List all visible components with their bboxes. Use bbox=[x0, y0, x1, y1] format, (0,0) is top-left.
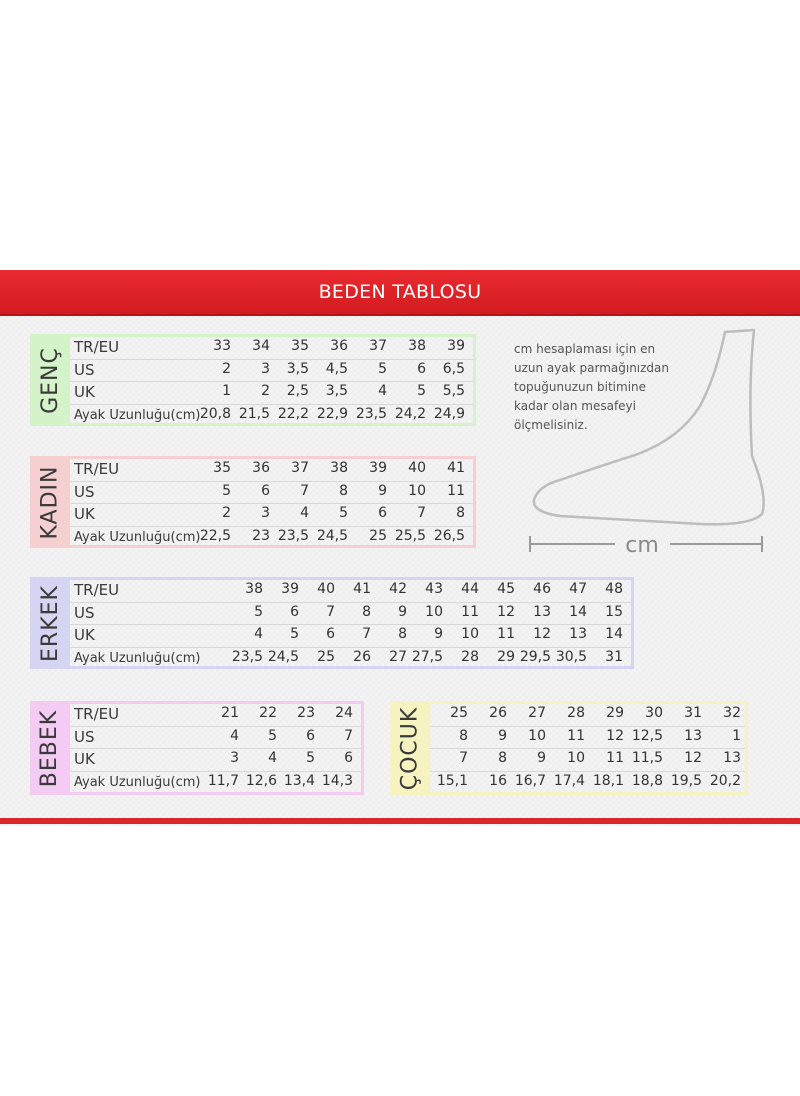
size-cell: 43 bbox=[425, 581, 443, 597]
size-values bbox=[192, 528, 465, 544]
size-values bbox=[429, 705, 741, 721]
size-cell: 44 bbox=[461, 581, 479, 597]
size-cell: 4,5 bbox=[325, 360, 348, 377]
size-cell: 12 bbox=[533, 626, 551, 642]
row-label-uk: UK bbox=[74, 626, 95, 644]
size-cell: 25,5 bbox=[394, 527, 426, 544]
row-label-uk: UK bbox=[74, 750, 95, 768]
group-kadin-table bbox=[70, 456, 476, 548]
size-cell: 13 bbox=[569, 626, 587, 642]
size-cell: 9 bbox=[537, 750, 546, 766]
size-cell: 37 bbox=[291, 460, 309, 476]
size-cell: 6 bbox=[261, 482, 270, 499]
table-row-uk bbox=[70, 504, 473, 527]
group-bebek-label-box bbox=[30, 701, 70, 795]
size-cell: 24,2 bbox=[394, 405, 426, 422]
group-cocuk-table bbox=[430, 701, 748, 795]
size-cell: 22,9 bbox=[316, 405, 348, 422]
group-erkek-label: ERKEK bbox=[37, 584, 63, 662]
table-row-cm bbox=[70, 405, 473, 427]
size-cell: 27 bbox=[528, 705, 546, 721]
table-row-tr-eu bbox=[430, 704, 745, 727]
note-line: ölçmelisiniz. bbox=[514, 418, 588, 432]
size-values bbox=[192, 460, 465, 476]
group-erkek bbox=[30, 577, 634, 669]
page-title: BEDEN TABLOSU bbox=[318, 281, 482, 303]
size-cell: 2 bbox=[222, 360, 231, 377]
size-cell: 14 bbox=[605, 626, 623, 642]
size-cell: 27 bbox=[389, 648, 407, 665]
title-banner bbox=[0, 270, 800, 316]
size-cell: 11 bbox=[461, 603, 479, 620]
size-values bbox=[227, 581, 623, 597]
size-values bbox=[201, 728, 353, 744]
table-row-tr-eu bbox=[70, 459, 473, 482]
size-cell: 5 bbox=[339, 505, 348, 521]
size-cell: 16,7 bbox=[514, 772, 546, 789]
size-cell: 8 bbox=[339, 482, 348, 499]
size-cell: 28 bbox=[567, 705, 585, 721]
size-cell: 6 bbox=[378, 505, 387, 521]
size-cell: 5,5 bbox=[442, 383, 465, 399]
size-values bbox=[429, 728, 741, 744]
size-cell: 6 bbox=[290, 603, 299, 620]
row-label-tr-eu: TR/EU bbox=[74, 338, 120, 356]
size-cell: 6 bbox=[344, 750, 353, 766]
size-cell: 29 bbox=[606, 705, 624, 721]
size-cell: 25 bbox=[317, 648, 335, 665]
size-values bbox=[192, 406, 465, 422]
table-row-cm bbox=[430, 772, 745, 794]
size-cell: 19,5 bbox=[670, 772, 702, 789]
group-cocuk-label-box bbox=[390, 701, 430, 795]
row-label-us: US bbox=[74, 603, 95, 622]
size-cell: 5 bbox=[290, 626, 299, 642]
size-cell: 7 bbox=[300, 482, 309, 499]
size-cell: 16 bbox=[489, 772, 507, 789]
size-cell: 38 bbox=[245, 581, 263, 597]
size-cell: 46 bbox=[533, 581, 551, 597]
size-cell: 33 bbox=[213, 338, 231, 354]
group-genc-label: GENÇ bbox=[37, 346, 63, 414]
size-cell: 10 bbox=[408, 482, 426, 499]
group-genc-table bbox=[70, 334, 476, 426]
size-cell: 14 bbox=[569, 603, 587, 620]
size-cell: 27,5 bbox=[411, 648, 443, 665]
note-line: cm hesaplaması için en bbox=[514, 342, 656, 356]
size-cell: 6,5 bbox=[442, 360, 465, 377]
note-line: topuğunuzun bitimine bbox=[514, 380, 647, 394]
size-cell: 8 bbox=[362, 603, 371, 620]
size-cell: 7 bbox=[417, 505, 426, 521]
group-kadin-label: KADIN bbox=[37, 465, 63, 539]
table-row-cm bbox=[70, 648, 631, 670]
size-cell: 9 bbox=[498, 727, 507, 744]
size-cell: 25 bbox=[369, 527, 387, 544]
group-bebek bbox=[30, 701, 364, 795]
table-row-uk bbox=[70, 625, 631, 648]
size-cell: 1 bbox=[732, 727, 741, 744]
table-row-uk bbox=[70, 382, 473, 405]
size-cell: 11 bbox=[567, 727, 585, 744]
size-cell: 31 bbox=[684, 705, 702, 721]
size-cell: 23,5 bbox=[277, 527, 309, 544]
size-cell: 42 bbox=[389, 581, 407, 597]
size-cell: 6 bbox=[417, 360, 426, 377]
size-cell: 13 bbox=[684, 727, 702, 744]
row-label-uk: UK bbox=[74, 383, 95, 401]
group-cocuk-label: ÇOCUK bbox=[397, 706, 423, 790]
size-values bbox=[192, 383, 465, 399]
group-erkek-label-box bbox=[30, 577, 70, 669]
size-cell: 36 bbox=[252, 460, 270, 476]
size-cell: 12 bbox=[497, 603, 515, 620]
size-cell: 23,5 bbox=[231, 648, 263, 665]
size-values bbox=[192, 338, 465, 354]
size-cell: 9 bbox=[398, 603, 407, 620]
table-row-tr-eu bbox=[70, 704, 361, 727]
size-values bbox=[429, 750, 741, 766]
size-cell: 2,5 bbox=[286, 383, 309, 399]
group-bebek-label: BEBEK bbox=[37, 709, 63, 787]
group-genc-label-box bbox=[30, 334, 70, 426]
size-values bbox=[192, 505, 465, 521]
table-row-uk bbox=[430, 749, 745, 772]
size-cell: 48 bbox=[605, 581, 623, 597]
size-cell: 9 bbox=[378, 482, 387, 499]
size-cell: 23,5 bbox=[355, 405, 387, 422]
size-cell: 37 bbox=[369, 338, 387, 354]
row-label-us: US bbox=[74, 727, 95, 746]
row-label-us: US bbox=[74, 360, 95, 379]
table-row-us bbox=[70, 727, 361, 750]
row-label-foot-length: Ayak Uzunluğu(cm) bbox=[74, 529, 201, 545]
size-cell: 11 bbox=[497, 626, 515, 642]
size-cell: 7 bbox=[344, 727, 353, 744]
size-cell: 11 bbox=[447, 482, 465, 499]
group-erkek-table bbox=[70, 577, 634, 669]
table-row-us bbox=[70, 360, 473, 383]
size-cell: 23 bbox=[252, 527, 270, 544]
size-cell: 45 bbox=[497, 581, 515, 597]
row-label-uk: UK bbox=[74, 505, 95, 523]
size-cell: 29,5 bbox=[519, 648, 551, 665]
size-cell: 25 bbox=[450, 705, 468, 721]
size-cell: 29 bbox=[497, 648, 515, 665]
size-cell: 5 bbox=[417, 383, 426, 399]
size-cell: 30 bbox=[645, 705, 663, 721]
group-cocuk bbox=[390, 701, 748, 795]
size-cell: 5 bbox=[306, 750, 315, 766]
size-cell: 32 bbox=[723, 705, 741, 721]
size-cell: 38 bbox=[330, 460, 348, 476]
note-line: kadar olan mesafeyi bbox=[514, 399, 636, 413]
size-cell: 11 bbox=[606, 750, 624, 766]
size-cell: 18,1 bbox=[592, 772, 624, 789]
size-cell: 41 bbox=[353, 581, 371, 597]
row-label-tr-eu: TR/EU bbox=[74, 581, 120, 599]
size-cell: 40 bbox=[317, 581, 335, 597]
size-cell: 14,3 bbox=[321, 772, 353, 789]
size-values bbox=[227, 604, 623, 620]
size-cell: 15 bbox=[605, 603, 623, 620]
size-cell: 5 bbox=[254, 603, 263, 620]
size-cell: 47 bbox=[569, 581, 587, 597]
size-cell: 4 bbox=[378, 383, 387, 399]
group-genc bbox=[30, 334, 476, 426]
size-cell: 9 bbox=[434, 626, 443, 642]
size-values bbox=[201, 705, 353, 721]
group-bebek-table bbox=[70, 701, 364, 795]
table-row-cm bbox=[70, 772, 361, 794]
row-label-foot-length: Ayak Uzunluğu(cm) bbox=[74, 650, 201, 666]
size-values bbox=[201, 773, 353, 789]
size-cell: 2 bbox=[222, 505, 231, 521]
size-cell: 40 bbox=[408, 460, 426, 476]
size-cell: 13 bbox=[533, 603, 551, 620]
size-cell: 8 bbox=[398, 626, 407, 642]
size-cell: 22,2 bbox=[277, 405, 309, 422]
size-cell: 36 bbox=[330, 338, 348, 354]
size-cell: 20,2 bbox=[709, 772, 741, 789]
size-cell: 22 bbox=[259, 705, 277, 721]
table-row-us bbox=[70, 603, 631, 626]
size-cell: 35 bbox=[213, 460, 231, 476]
size-cell: 35 bbox=[291, 338, 309, 354]
row-label-foot-length: Ayak Uzunluğu(cm) bbox=[74, 774, 201, 790]
size-cell: 10 bbox=[567, 750, 585, 766]
size-cell: 6 bbox=[326, 626, 335, 642]
size-cell: 8 bbox=[498, 750, 507, 766]
size-cell: 28 bbox=[461, 648, 479, 665]
size-cell: 7 bbox=[459, 750, 468, 766]
size-cell: 12 bbox=[606, 727, 624, 744]
size-values bbox=[429, 773, 741, 789]
size-cell: 24,5 bbox=[267, 648, 299, 665]
size-cell: 11,5 bbox=[631, 750, 663, 766]
size-cell: 39 bbox=[369, 460, 387, 476]
size-cell: 20,8 bbox=[199, 405, 231, 422]
size-cell: 12,5 bbox=[631, 727, 663, 744]
size-values bbox=[227, 626, 623, 642]
size-cell: 21 bbox=[221, 705, 239, 721]
table-row-tr-eu bbox=[70, 337, 473, 360]
size-cell: 23 bbox=[297, 705, 315, 721]
row-label-tr-eu: TR/EU bbox=[74, 460, 120, 478]
size-cell: 34 bbox=[252, 338, 270, 354]
size-cell: 8 bbox=[459, 727, 468, 744]
group-kadin bbox=[30, 456, 476, 548]
size-cell: 18,8 bbox=[631, 772, 663, 789]
size-cell: 4 bbox=[268, 750, 277, 766]
size-cell: 7 bbox=[326, 603, 335, 620]
size-cell: 1 bbox=[222, 383, 231, 399]
size-cell: 3,5 bbox=[286, 360, 309, 377]
size-cell: 3 bbox=[261, 505, 270, 521]
size-cell: 12 bbox=[684, 750, 702, 766]
note-line: uzun ayak parmağınızdan bbox=[514, 361, 670, 375]
size-cell: 10 bbox=[528, 727, 546, 744]
size-cell: 5 bbox=[378, 360, 387, 377]
table-row-us bbox=[430, 727, 745, 750]
size-cell: 6 bbox=[306, 727, 315, 744]
size-cell: 5 bbox=[222, 482, 231, 499]
size-cell: 10 bbox=[425, 603, 443, 620]
size-values bbox=[201, 750, 353, 766]
size-cell: 39 bbox=[447, 338, 465, 354]
size-cell: 39 bbox=[281, 581, 299, 597]
size-cell: 12,6 bbox=[245, 772, 277, 789]
size-cell: 30,5 bbox=[555, 648, 587, 665]
size-cell: 13,4 bbox=[283, 772, 315, 789]
size-cell: 24 bbox=[335, 705, 353, 721]
group-kadin-label-box bbox=[30, 456, 70, 548]
unit-label: cm bbox=[625, 533, 659, 558]
size-cell: 41 bbox=[447, 460, 465, 476]
table-row-tr-eu bbox=[70, 580, 631, 603]
size-cell: 4 bbox=[254, 626, 263, 642]
size-cell: 2 bbox=[261, 383, 270, 399]
size-cell: 7 bbox=[362, 626, 371, 642]
size-cell: 13 bbox=[723, 750, 741, 766]
size-cell: 4 bbox=[230, 727, 239, 744]
table-row-cm bbox=[70, 527, 473, 549]
row-label-us: US bbox=[74, 482, 95, 501]
bottom-divider bbox=[0, 818, 800, 824]
size-cell: 21,5 bbox=[238, 405, 270, 422]
size-cell: 5 bbox=[268, 727, 277, 744]
size-cell: 3 bbox=[261, 360, 270, 377]
size-cell: 3,5 bbox=[325, 383, 348, 399]
size-cell: 15,1 bbox=[436, 772, 468, 789]
size-cell: 10 bbox=[461, 626, 479, 642]
table-row-us bbox=[70, 482, 473, 505]
size-cell: 24,5 bbox=[316, 527, 348, 544]
size-cell: 38 bbox=[408, 338, 426, 354]
row-label-tr-eu: TR/EU bbox=[74, 705, 120, 723]
size-cell: 26 bbox=[489, 705, 507, 721]
table-row-uk bbox=[70, 749, 361, 772]
row-label-foot-length: Ayak Uzunluğu(cm) bbox=[74, 407, 201, 423]
size-cell: 31 bbox=[605, 648, 623, 665]
size-cell: 26,5 bbox=[433, 527, 465, 544]
size-values bbox=[227, 649, 623, 665]
size-cell: 4 bbox=[300, 505, 309, 521]
size-values bbox=[192, 483, 465, 499]
size-cell: 17,4 bbox=[553, 772, 585, 789]
size-values bbox=[192, 361, 465, 377]
size-cell: 26 bbox=[353, 648, 371, 665]
size-cell: 24,9 bbox=[433, 405, 465, 422]
size-cell: 11,7 bbox=[207, 772, 239, 789]
measurement-note bbox=[514, 340, 694, 435]
size-cell: 8 bbox=[456, 505, 465, 521]
size-cell: 22,5 bbox=[199, 527, 231, 544]
size-cell: 3 bbox=[230, 750, 239, 766]
